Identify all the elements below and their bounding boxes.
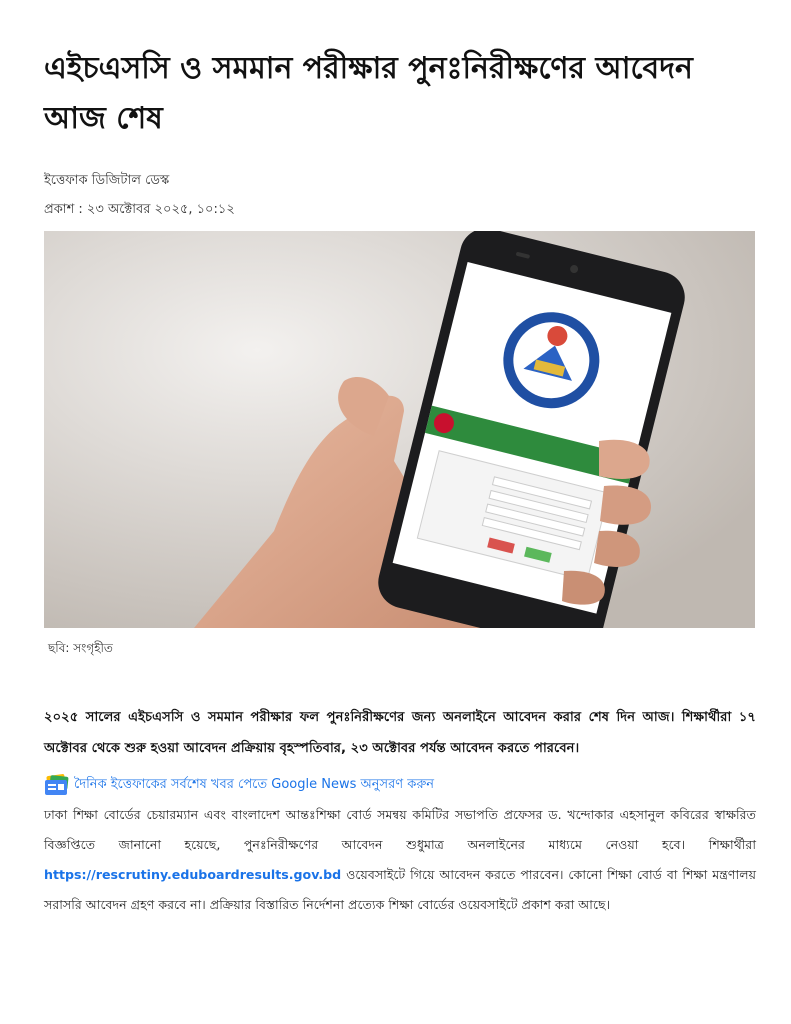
image-caption: ছবি: সংগৃহীত — [48, 641, 113, 655]
hand-holding-phone-illustration — [44, 231, 755, 628]
article-body-part2: ওয়েবসাইটে গিয়ে আবেদন করতে পারবেন। কোনো শিক্ষা বোর্ড বা শিক্ষা মন্ত্রণালয় সরাসরি আবেদন গ্রহণ করবে না। প্রক্রিয়ার বিস্তারিত নির্দেশনা প্রত্যেক শিক্ষা বোর্ডের ওয়েবসাইটে প্রকাশ করা আছে। — [44, 867, 756, 912]
google-news-follow-link[interactable] — [44, 774, 434, 796]
hero-image — [44, 231, 755, 628]
article-body — [44, 800, 756, 920]
google-news-icon — [44, 774, 70, 796]
google-news-link-text[interactable]: দৈনিক ইত্তেফাকের সর্বশেষ খবর পেতে Google News অনুসরণ করুন — [74, 776, 435, 792]
article-lead: ২০২৫ সালের এইচএসসি ও সমমান পরীক্ষার ফল পুনঃনিরীক্ষণের জন্য অনলাইনে আবেদন করার শেষ দিন আজ। শিক্ষার্থীরা ১৭ অক্টোবর থেকে শুরু হওয়া আবেদন প্রক্রিয়ায় বৃহস্পতিবার, ২৩ অক্টোবর পর্যন্ত আবেদন করতে পারবেন। — [44, 710, 756, 756]
article-body-part1: ঢাকা শিক্ষা বোর্ডের চেয়ারম্যান এবং বাংলাদেশ আন্তঃশিক্ষা বোর্ড সমন্বয় কমিটির সভাপতি প্রফেসর ড. খন্দোকার এহসানুল কবিরের স্বাক্ষরিত বিজ্ঞপ্তিতে জানানো হয়েছে, পুনঃনিরীক্ষণের আবেদন শুধুমাত্র অনলাইনের মাধ্যমে নেওয়া হবে। শিক্ষার্থীরা — [44, 807, 756, 852]
publish-date: প্রকাশ : ২৩ অক্টোবর ২০২৫, ১০:১২ — [44, 202, 235, 217]
article-byline[interactable]: ইত্তেফাক ডিজিটাল ডেস্ক — [44, 173, 170, 188]
article-headline: এইচএসসি ও সমমান পরীক্ষার পুনঃনিরীক্ষণের আবেদন আজ শেষ — [44, 51, 693, 136]
rescrutiny-website-link[interactable]: https://rescrutiny.eduboardresults.gov.bd — [44, 867, 342, 882]
